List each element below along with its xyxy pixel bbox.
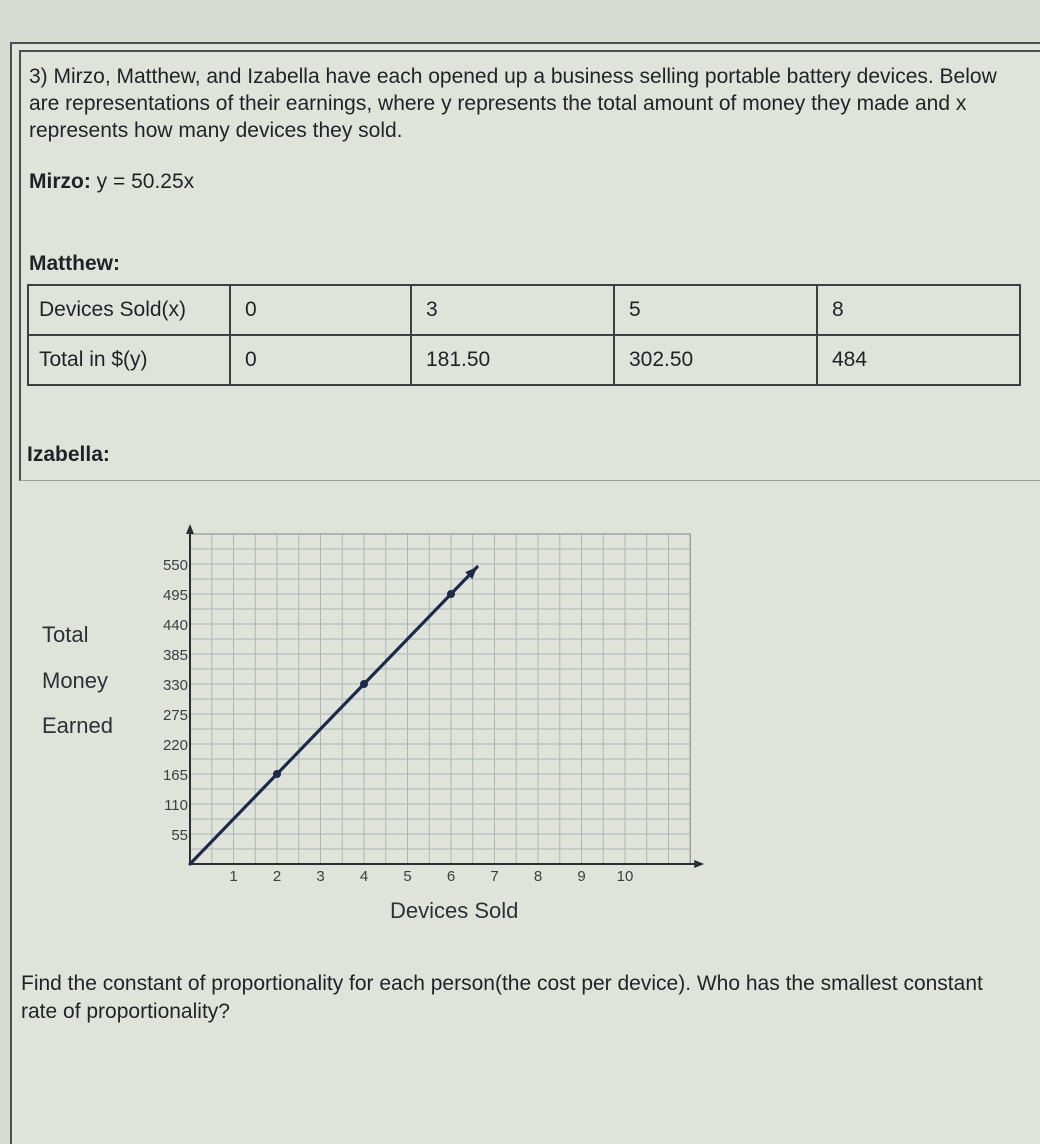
y-axis-arrow xyxy=(186,524,194,534)
table-cell: 181.50 xyxy=(411,335,614,385)
y-tick-label: 495 xyxy=(162,587,188,604)
x-tick-label: 10 xyxy=(616,868,634,885)
table-cell: 302.50 xyxy=(614,335,817,385)
x-tick-label: 7 xyxy=(490,868,499,885)
x-axis-arrow xyxy=(694,860,704,868)
y-tick-label: 220 xyxy=(162,737,188,754)
izabella-graph xyxy=(140,500,720,892)
data-point xyxy=(360,680,368,688)
table-row-x xyxy=(28,285,1020,335)
y-tick-label: 275 xyxy=(162,707,188,724)
x-tick-label: 8 xyxy=(533,868,543,885)
x-tick-label: 6 xyxy=(446,868,456,885)
y-tick-label: 550 xyxy=(162,557,188,574)
table-cell: 484 xyxy=(817,335,1020,385)
y-tick-label: 330 xyxy=(162,677,188,694)
x-tick-label: 9 xyxy=(577,868,586,885)
table-cell: 5 xyxy=(614,285,817,335)
mirzo-equation: y = 50.25x xyxy=(96,170,195,193)
x-axis-title: Devices Sold xyxy=(390,898,519,923)
y-tick-label: 385 xyxy=(162,647,188,664)
question-text: Find the constant of proportionality for each person(the cost per device). Who has the smallest constant rate of proportionality? xyxy=(21,972,983,1023)
data-point xyxy=(273,770,281,778)
x-tick-label: 4 xyxy=(359,868,369,885)
x-tick-labels xyxy=(229,868,633,885)
y-axis-label-line-2: Money xyxy=(42,668,109,693)
y-tick-label: 55 xyxy=(171,827,188,844)
y-tick-labels xyxy=(163,557,188,844)
mirzo-equation-line xyxy=(29,170,194,194)
row-y-label: Total in $(y) xyxy=(28,335,230,385)
x-tick-label: 3 xyxy=(316,868,325,885)
grid xyxy=(190,534,690,864)
table-cell: 3 xyxy=(411,285,614,335)
y-axis-label-line-1: Total xyxy=(42,622,89,647)
problem-intro: 3) Mirzo, Matthew, and Izabella have each opened up a business selling portable battery devices. Below are representations of their earnings, where y represents the total amount of money they made and x represents how many devices they sold. xyxy=(29,65,997,142)
table-row-y xyxy=(28,335,1020,385)
y-tick-label: 110 xyxy=(164,797,188,814)
data-point xyxy=(447,590,455,598)
mirzo-label: Mirzo: xyxy=(29,170,91,193)
y-tick-label: 165 xyxy=(162,767,188,784)
table-cell: 0 xyxy=(230,285,411,335)
izabella-label: Izabella: xyxy=(27,443,110,466)
x-tick-label: 2 xyxy=(272,868,282,885)
x-tick-label: 1 xyxy=(229,868,238,885)
axes xyxy=(186,524,704,868)
table-cell: 0 xyxy=(230,335,411,385)
x-tick-label: 5 xyxy=(403,868,412,885)
y-axis-label-line-3: Earned xyxy=(42,713,113,738)
y-tick-label: 440 xyxy=(162,617,188,634)
matthew-table xyxy=(27,284,1021,386)
matthew-label: Matthew: xyxy=(29,252,120,275)
row-x-label: Devices Sold(x) xyxy=(28,285,230,335)
table-cell: 8 xyxy=(817,285,1020,335)
